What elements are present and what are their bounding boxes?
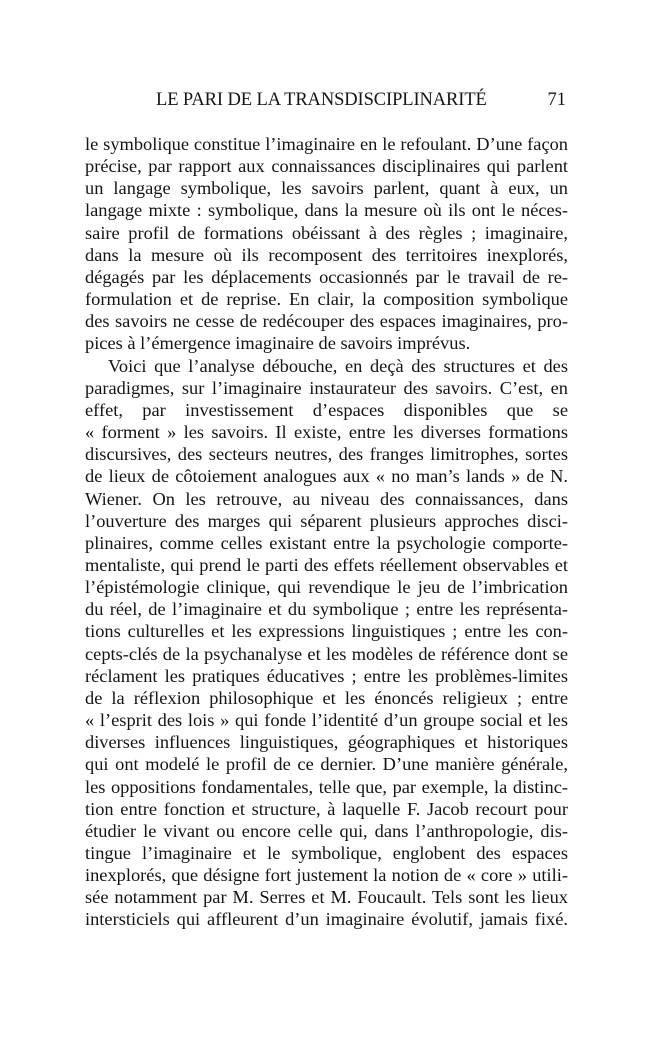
- text-line: tingue l’imaginaire et le symbolique, englobent des espaces: [85, 843, 568, 863]
- text-line: sée notamment par M. Serres et M. Foucault. Tels sont les lieux: [85, 887, 568, 908]
- text-line: inexplorés, que désigne fort justement la notion de « core » utili-: [85, 865, 568, 886]
- text-line: l’ouverture des marges qui séparent plusieurs approches disci-: [85, 510, 568, 531]
- text-line: réclament les pratiques éducatives ; entre les problèmes-limites: [85, 665, 568, 686]
- text-line: du réel, de l’imaginaire et du symbolique ; entre les représenta-: [85, 599, 568, 620]
- text-line: saire profil de formations obéissant à des règles ; imaginaire,: [85, 222, 568, 243]
- text-line: un langage symbolique, les savoirs parlent, quant à eux, un: [85, 178, 568, 199]
- page-number: 71: [547, 90, 566, 110]
- text-line-paragraph-end: pices à l’émergence imaginaire de savoirs imprévus.: [85, 333, 471, 354]
- text-line: formulation et de reprise. En clair, la composition symbolique: [85, 289, 568, 310]
- running-head: [85, 89, 568, 111]
- text-line: tion entre fonction et structure, à laquelle F. Jacob recourt pour: [85, 798, 568, 819]
- text-line: effet, par investissement d’espaces disponibles que se: [85, 399, 568, 420]
- body-text: [85, 133, 568, 931]
- text-line: Wiener. On les retrouve, au niveau des connaissances, dans: [85, 488, 568, 509]
- text-line: cepts-clés de la psychanalyse et les modèles de référence dont se: [85, 643, 568, 664]
- text-line: les oppositions fondamentales, telle que, par exemple, la distinc-: [85, 776, 568, 797]
- text-line: mentaliste, qui prend le parti des effets réellement observables et: [85, 554, 568, 575]
- text-line: qui ont modelé le profil de ce dernier. D’une manière générale,: [85, 754, 568, 775]
- text-line: langage mixte : symbolique, dans la mesure où ils ont le néces-: [85, 200, 568, 221]
- text-line: « forment » les savoirs. Il existe, entre les diverses formations: [85, 422, 568, 443]
- text-line: étudier le vivant ou encore celle qui, dans l’anthropologie, dis-: [85, 820, 568, 841]
- text-line: le symbolique constitue l’imaginaire en le refoulant. D’une façon: [85, 134, 568, 154]
- text-line: de lieux de côtoiement analogues aux « no man’s lands » de N.: [85, 466, 568, 487]
- text-line: « l’esprit des lois » qui fonde l’identité d’un groupe social et les: [85, 710, 568, 731]
- text-line: de la réflexion philosophique et les énoncés religieux ; entre: [85, 687, 568, 708]
- text-line: discursives, des secteurs neutres, des franges limitrophes, sortes: [85, 444, 568, 465]
- text-line: des savoirs ne cesse de redécouper des espaces imaginaires, pro-: [85, 311, 568, 332]
- text-line: dans la mesure où ils recomposent des territoires inexplorés,: [85, 244, 568, 265]
- text-line: plinaires, comme celles existant entre la psychologie comporte-: [85, 532, 568, 553]
- text-line: paradigmes, sur l’imaginaire instaurateur des savoirs. C’est, en: [85, 377, 568, 398]
- text-line: intersticiels qui affleurent d’un imaginaire évolutif, jamais fixé.: [85, 909, 568, 930]
- running-title: LE PARI DE LA TRANSDISCIPLINARITÉ: [156, 90, 487, 110]
- text-line: précise, par rapport aux connaissances disciplinaires qui parlent: [85, 156, 568, 177]
- text-line: tions culturelles et les expressions linguistiques ; entre les con-: [85, 621, 568, 642]
- text-line: dégagés par les déplacements occasionnés par le travail de re-: [85, 266, 568, 287]
- text-line: diverses influences linguistiques, géographiques et historiques: [85, 732, 568, 753]
- text-line: l’épistémologie clinique, qui revendique le jeu de l’imbrication: [85, 577, 568, 598]
- text-line-paragraph-start: Voici que l’analyse débouche, en deçà des structures et des: [108, 355, 568, 376]
